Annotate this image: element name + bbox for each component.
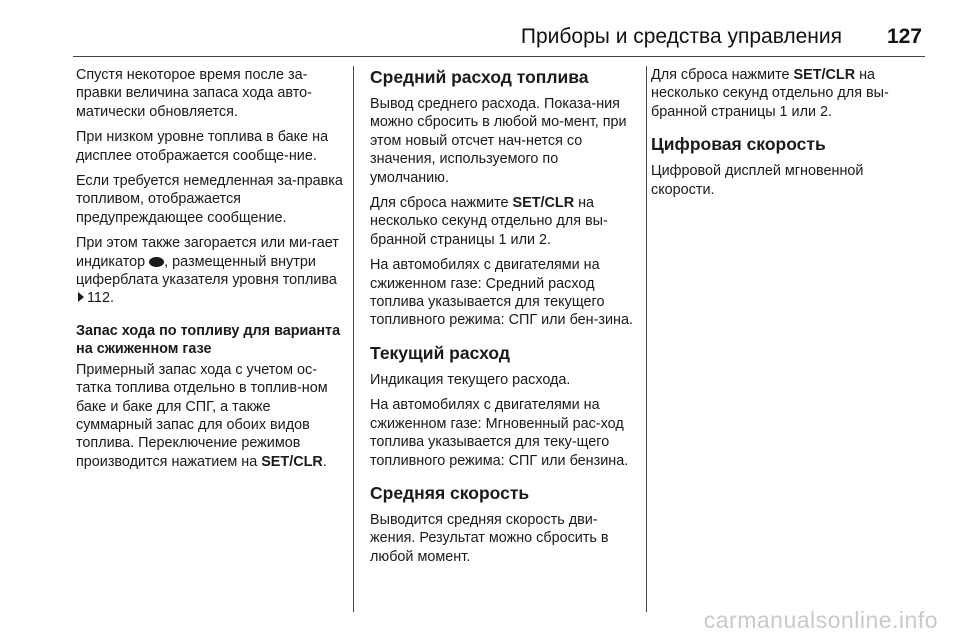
watermark: carmanualsonline.info — [703, 607, 938, 633]
key-label: SET/CLR — [261, 453, 323, 470]
page-reference: 112. — [87, 290, 114, 307]
paragraph-text: , размещенный внутри циферблата указателя уровня топлива — [76, 253, 337, 289]
column-1 — [76, 66, 346, 478]
fuel-indicator-icon — [149, 257, 164, 267]
column-divider-2 — [646, 66, 647, 612]
paragraph: Вывод среднего расхода. Показа-ния можно сбросить в любой мо-мент, при этом новый отсчет нач-нется со значения, используемого по умолчанию. — [370, 96, 627, 186]
paragraph — [651, 66, 923, 121]
paragraph — [76, 234, 346, 308]
paragraph: При низком уровне топлива в баке на дисплее отображается сообще-ние. — [76, 129, 329, 164]
column-2 — [370, 66, 640, 573]
paragraph — [76, 361, 346, 471]
page-reference-arrow-icon — [78, 292, 84, 302]
heading-average-consumption: Средний расход топлива — [370, 67, 589, 87]
key-label: SET/CLR — [512, 195, 575, 212]
page-title: Приборы и средства управления — [520, 25, 842, 48]
paragraph: Выводится средняя скорость дви-жения. Результат можно сбросить в любой момент. — [370, 511, 609, 565]
paragraph: Если требуется немедленная за-правка топливом, отображается предупреждающее сообщение. — [76, 173, 343, 226]
paragraph: Индикация текущего расхода. — [370, 371, 571, 388]
paragraph: На автомобилях с двигателями на сжиженном газе: Средний расход топлива указывается для текущего топливного режима: СПГ или бен-зина. — [370, 257, 634, 329]
paragraph-text: Для сброса нажмите — [651, 67, 790, 83]
page-header — [0, 0, 960, 50]
heading-average-speed: Средняя скорость — [370, 482, 530, 503]
paragraph-text: на несколько секунд отдельно для вы-бранной страницы 1 или 2. — [370, 195, 608, 248]
paragraph-text: Примерный запас хода с учетом ос-татка топлива отдельно в топлив-ном баке и баке для СПГ, а также суммарный запас для обоих видов топлива. Переключение режимов производится нажатием на — [76, 361, 328, 470]
column-divider-1 — [353, 66, 354, 612]
punctuation: . — [322, 453, 327, 470]
heading-current-consumption: Текущий расход — [370, 342, 510, 363]
paragraph: На автомобилях с двигателями на сжиженном газе: Мгновенный рас-ход топлива указывается для теку-щего топливного режима: СПГ или бензина. — [370, 397, 629, 469]
paragraph: Спустя некоторое время после за-правки величина запаса хода авто-матически обновляется. — [76, 67, 312, 120]
subheading-lpg-range: Запас хода по топливу для варианта на сжиженном газе — [76, 322, 341, 358]
paragraph — [370, 194, 640, 249]
paragraph-text: на несколько секунд отдельно для вы-бранной страницы 1 или 2. — [651, 67, 889, 120]
column-3 — [651, 66, 923, 206]
paragraph-text: Для сброса нажмите — [370, 195, 509, 212]
header-divider — [73, 56, 925, 57]
paragraph: Цифровой дисплей мгновенной скорости. — [651, 163, 864, 198]
heading-digital-speed: Цифровая скорость — [651, 134, 826, 155]
key-label: SET/CLR — [793, 67, 856, 83]
page-number: 127 — [886, 25, 922, 48]
paragraph-text: При этом также загорается или ми-гает индикатор — [76, 235, 339, 270]
